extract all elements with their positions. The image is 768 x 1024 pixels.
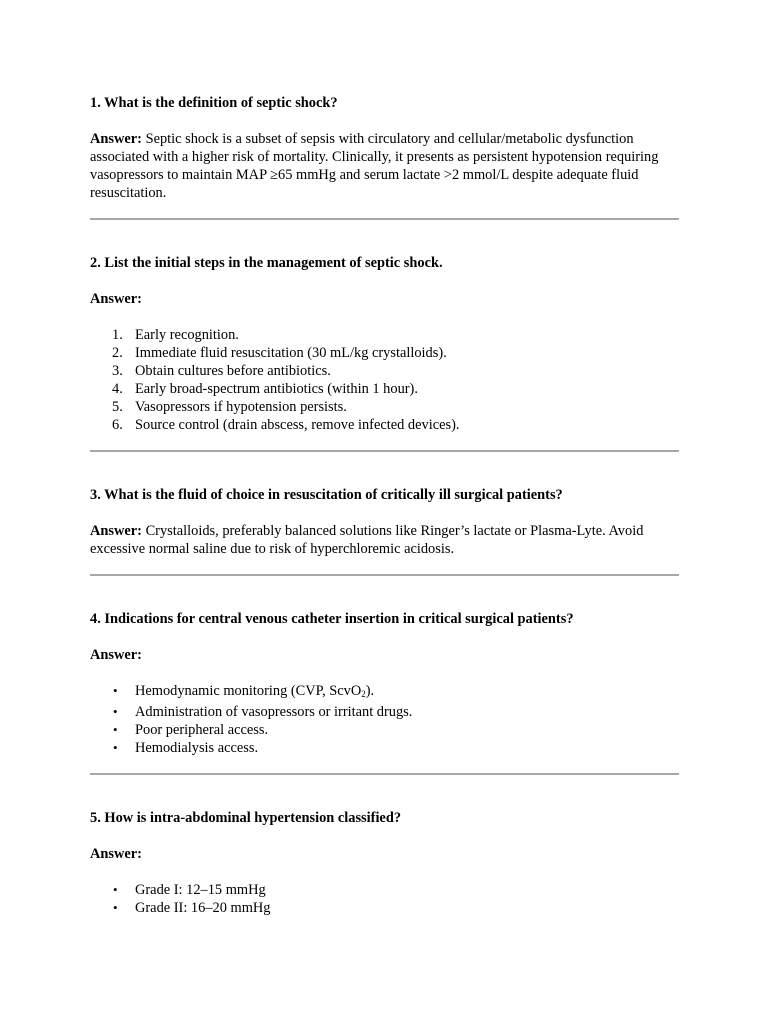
list-item <box>90 398 679 416</box>
bullet-marker: • <box>113 683 118 698</box>
list-item <box>90 703 679 721</box>
document-page <box>90 94 679 917</box>
list-item-text: Early broad-spectrum antibiotics (within 1 hour). <box>135 381 418 397</box>
list-item-text: Immediate fluid resuscitation (30 mL/kg crystalloids). <box>135 345 447 361</box>
list-item <box>90 362 679 380</box>
list-item <box>90 881 679 899</box>
list-item <box>90 380 679 398</box>
answer-label: Answer: <box>90 131 142 147</box>
list-item-text: Vasopressors if hypotension persists. <box>135 399 347 415</box>
list-number: 6. <box>112 417 123 433</box>
question-heading: 5. How is intra-abdominal hypertension classified? <box>90 810 402 826</box>
list-item-text: Source control (drain abscess, remove infected devices). <box>135 417 460 433</box>
list-item <box>90 739 679 757</box>
list-number: 4. <box>112 381 123 397</box>
list-number: 5. <box>112 399 123 415</box>
list-item-text: Early recognition. <box>135 327 239 343</box>
subscript: 2 <box>361 689 366 699</box>
list-item-text: Poor peripheral access. <box>135 722 269 738</box>
question-heading: 4. Indications for central venous catheter insertion in critical surgical patients? <box>90 611 574 627</box>
list-item-text-suffix: ). <box>365 683 375 699</box>
numbered-list <box>90 326 679 434</box>
bullet-marker: • <box>113 900 118 915</box>
list-item <box>90 899 679 917</box>
list-item-text: Obtain cultures before antibiotics. <box>135 363 331 379</box>
bullet-list <box>90 682 679 757</box>
question-heading: 2. List the initial steps in the management of septic shock. <box>90 255 443 271</box>
answer-label: Answer: <box>90 647 142 663</box>
answer-text: Septic shock is a subset of sepsis with circulatory and cellular/metabolic dysfunction associated with a higher risk of mortality. Clinically, it presents as persistent hypotension requiring vasopressors to maintain MAP ≥65 mmHg and serum lactate >2 mmol/L despite adequate fluid resuscitation. <box>90 131 659 201</box>
bullet-marker: • <box>113 740 118 755</box>
answer-paragraph <box>90 130 679 202</box>
answer-label-paragraph <box>90 646 679 664</box>
answer-label: Answer: <box>90 291 142 307</box>
answer-paragraph <box>90 522 679 558</box>
list-item-text: Hemodialysis access. <box>135 740 259 756</box>
list-number: 1. <box>112 327 123 343</box>
answer-label: Answer: <box>90 846 142 862</box>
list-item <box>90 344 679 362</box>
answer-label: Answer: <box>90 523 142 539</box>
answer-label-paragraph <box>90 290 679 308</box>
list-item-text-prefix: Hemodynamic monitoring (CVP, ScvO <box>135 683 362 699</box>
answer-text: Crystalloids, preferably balanced solutions like Ringer’s lactate or Plasma-Lyte. Avoid excessive normal saline due to risk of hyperchloremic acidosis. <box>90 523 644 557</box>
bullet-marker: • <box>113 882 118 897</box>
list-number: 2. <box>112 345 123 361</box>
question-heading: 1. What is the definition of septic shock? <box>90 95 338 111</box>
bullet-marker: • <box>113 722 118 737</box>
answer-label-paragraph <box>90 845 679 863</box>
list-number: 3. <box>112 363 123 379</box>
list-item-text: Grade I: 12–15 mmHg <box>135 882 266 898</box>
question-heading: 3. What is the fluid of choice in resuscitation of critically ill surgical patients? <box>90 487 563 503</box>
list-item <box>90 416 679 434</box>
list-item-text: Administration of vasopressors or irritant drugs. <box>135 704 413 720</box>
list-item <box>90 721 679 739</box>
list-item-text: Grade II: 16–20 mmHg <box>135 900 271 916</box>
bullet-marker: • <box>113 704 118 719</box>
list-item <box>90 682 679 703</box>
list-item <box>90 326 679 344</box>
bullet-list <box>90 881 679 917</box>
